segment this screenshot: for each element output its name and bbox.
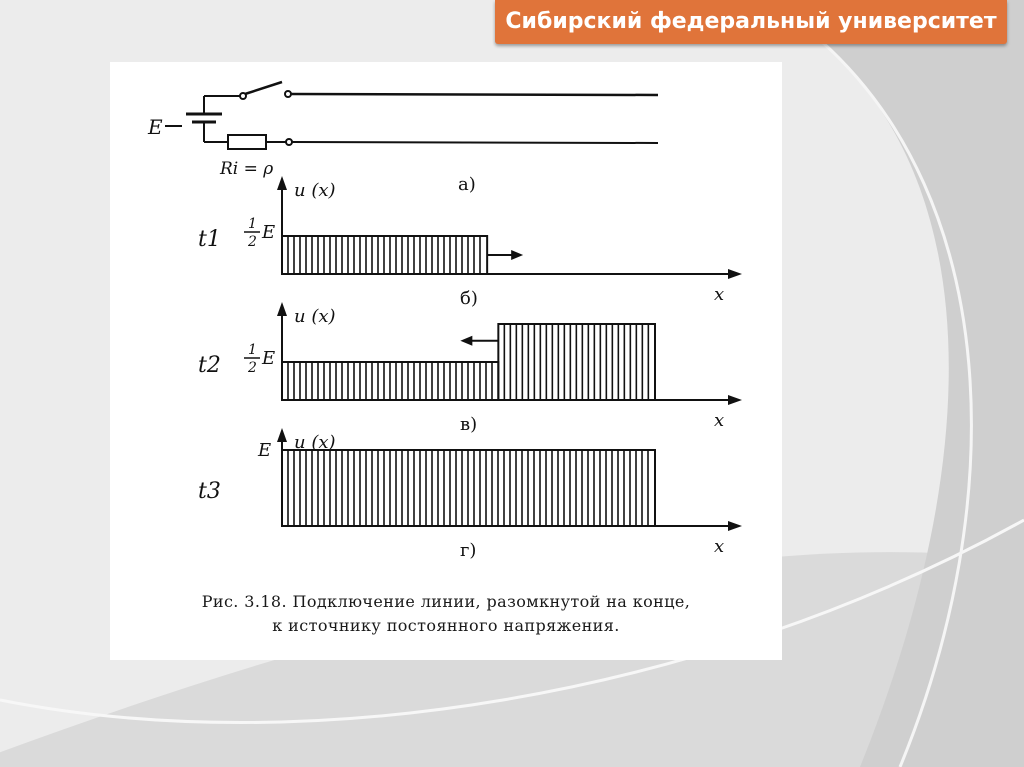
level-fraction-num: 1 [248, 342, 257, 358]
level-fraction-den: 2 [248, 234, 257, 250]
caption-line-2: к источнику постоянного напряжения. [272, 616, 620, 635]
level-symbol: E [262, 348, 276, 369]
circuit-and-waveforms [110, 62, 782, 660]
source-label: E [148, 115, 163, 139]
y-axis-label: u (x) [294, 180, 336, 201]
level-symbol: E [262, 222, 276, 243]
university-title-bar [495, 0, 1007, 44]
x-axis-label: x [714, 536, 725, 557]
waveform-panels [198, 176, 742, 561]
figure-scan [110, 62, 782, 660]
time-label: t2 [198, 353, 221, 378]
y-axis-label: u (x) [294, 306, 336, 327]
y-axis-arrow [277, 428, 287, 442]
panel-label: г) [460, 540, 477, 561]
panel-label: б) [460, 288, 478, 309]
y-axis-label: u (x) [294, 432, 336, 453]
circuit-diagram [165, 82, 658, 149]
figure-caption [110, 590, 782, 638]
panel-label-a: а) [458, 174, 476, 195]
x-axis-label: x [714, 284, 725, 305]
university-title: Сибирский федеральный университет [505, 9, 997, 34]
caption-line-1: Рис. 3.18. Подключение линии, разомкнутой на конце, [201, 592, 691, 611]
y-axis-arrow [277, 176, 287, 190]
x-axis-arrow [728, 521, 742, 531]
resistor-label: Ri = ρ [220, 159, 274, 179]
level-fraction-num: 1 [248, 216, 257, 232]
y-axis-arrow [277, 302, 287, 316]
wave-arrow-head [460, 336, 472, 346]
panel-label: в) [460, 414, 478, 435]
wave-arrow-head [511, 250, 523, 260]
x-axis-arrow [728, 269, 742, 279]
time-label: t3 [198, 479, 221, 504]
level-fraction-den: 2 [248, 360, 257, 376]
level-symbol: E [258, 440, 272, 461]
x-axis-label: x [714, 410, 725, 431]
time-label: t1 [198, 227, 221, 252]
x-axis-arrow [728, 395, 742, 405]
